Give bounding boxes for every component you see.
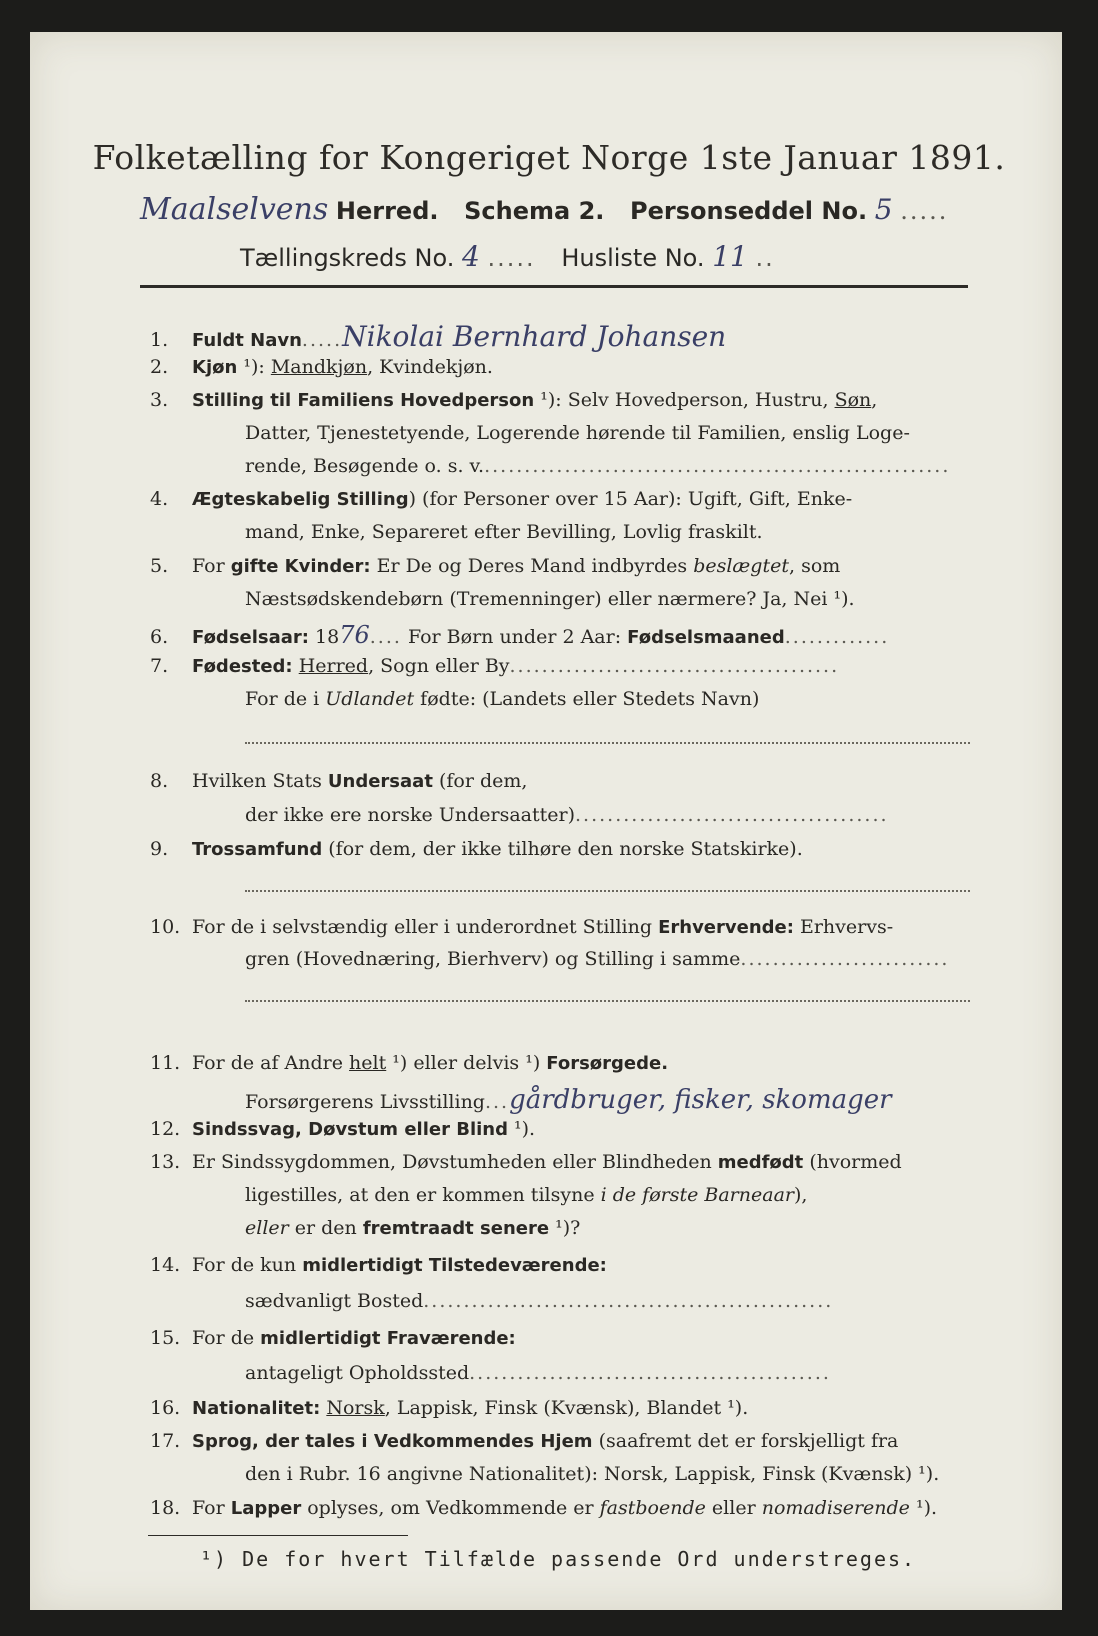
husliste-label: Husliste No.: [561, 244, 705, 272]
text: i de første Barneaar: [600, 1184, 794, 1206]
label: midlertidigt Fraværende:: [260, 1328, 516, 1349]
question-12: [150, 1118, 535, 1140]
question-13: [150, 1151, 902, 1173]
option-son: Søn: [834, 389, 872, 411]
text: Er De og Deres Mand indbyrdes: [370, 555, 694, 577]
label: Kjøn: [192, 357, 238, 378]
text: ¹).: [507, 1118, 536, 1140]
schema-label: Schema 2.: [464, 197, 605, 225]
label: Erhvervende:: [658, 917, 794, 938]
form-title: Folketælling for Kongeriget Norge 1ste Januar 1891.: [92, 138, 1006, 177]
label: Lapper: [230, 1498, 302, 1519]
question-11-line-2: Forsørgerens Livsstilling...gårdbruger, fisker, skomager: [245, 1085, 892, 1115]
text: , som: [788, 555, 841, 577]
question-17: [150, 1430, 898, 1452]
text: der ikke ere norske Undersaatter): [245, 804, 575, 826]
question-number: 9.: [150, 838, 169, 860]
text: 18: [309, 626, 340, 648]
question-8-line-2: der ikke ere norske Undersaatter).......................................: [245, 804, 889, 826]
text: nomadiserende: [761, 1497, 910, 1519]
label: Fødselsaar:: [192, 627, 309, 648]
text: oplyses, om Vedkommende er: [301, 1497, 600, 1519]
question-4-line-2: mand, Enke, Separeret efter Bevilling, Lovlig fraskilt.: [245, 521, 763, 543]
text: eller: [705, 1497, 762, 1519]
label: medfødt: [717, 1152, 804, 1173]
text: (for dem,: [432, 770, 528, 792]
question-14: [150, 1254, 607, 1276]
question-5-line-2: Næstsødskendebørn (Tremenninger) eller nærmere? Ja, Nei ¹).: [245, 588, 855, 610]
question-16: [150, 1397, 748, 1419]
question-number: 17.: [150, 1430, 181, 1452]
option-herred: Herred: [298, 655, 369, 677]
label: Undersaat: [327, 771, 433, 792]
answer-line: [245, 742, 970, 744]
text: For de kun: [192, 1254, 303, 1276]
label: midlertidigt Tilstedeværende:: [302, 1255, 607, 1276]
label: Fuldt Navn: [192, 330, 302, 351]
personseddel-label: Personseddel No.: [630, 197, 868, 225]
text: (for dem, der ikke tilhøre den norske Statskirke).: [322, 838, 803, 860]
question-number: 12.: [150, 1118, 181, 1140]
text: ¹).: [909, 1497, 938, 1519]
answer-line: [245, 1000, 970, 1002]
text: For: [192, 1497, 231, 1519]
question-7: 7. Fødested: Herred, Sogn eller By.........................................: [150, 655, 840, 677]
question-1: 1. Fuldt Navn.....Nikolai Bernhard Johansen: [150, 320, 727, 353]
question-4: [150, 488, 852, 510]
option-norsk: Norsk: [326, 1397, 385, 1419]
footnote: ¹) De for hvert Tilfælde passende Ord understreges.: [200, 1547, 917, 1571]
herred-line: Maalselvens Herred. Schema 2. Personseddel No. 5 .....: [140, 192, 949, 227]
question-3-line-3: rende, Besøgende o. s. v...........................................................: [245, 455, 951, 477]
label: Sindssvag, Døvstum eller Blind: [192, 1119, 508, 1140]
question-number: 13.: [150, 1151, 181, 1173]
answer-line: [245, 890, 970, 892]
option-rest: , Kvindekjøn.: [367, 356, 493, 378]
question-8: [150, 770, 527, 792]
text: ligestilles, at den er kommen tilsyne: [245, 1184, 601, 1206]
label: Stilling til Familiens Hovedperson: [192, 390, 535, 411]
text: gren (Hovednæring, Bierhverv) og Stilling i samme: [245, 948, 741, 970]
question-18: [150, 1497, 937, 1519]
personseddel-number: 5: [874, 193, 893, 226]
municipality-handwritten: Maalselvens: [140, 192, 329, 227]
label: Ægteskabelig Stilling: [192, 489, 409, 510]
question-3: 3. Stilling til Familiens Hovedperson ¹): Selv Hovedperson, Hustru, Søn,: [150, 389, 878, 411]
kreds-number: 4: [462, 240, 480, 273]
question-5: [150, 555, 840, 577]
husliste-number: 11: [712, 240, 748, 273]
label: Trossamfund: [192, 839, 323, 860]
text: For de af Andre: [192, 1052, 350, 1074]
option-mandkjon: Mandkjøn: [270, 356, 368, 378]
question-10: [150, 916, 893, 938]
label: Fødested:: [192, 656, 293, 677]
question-number: 7.: [150, 655, 169, 677]
question-13-line-3: [245, 1217, 580, 1239]
footnote-rule: [148, 1535, 408, 1536]
text: beslægtet: [693, 555, 789, 577]
question-number: 11.: [150, 1052, 181, 1074]
text: er den: [288, 1217, 363, 1239]
option-helt: helt: [349, 1052, 387, 1074]
label: Sprog, der tales i Vedkommendes Hjem: [192, 1431, 593, 1452]
text: antageligt Opholdssted: [245, 1362, 470, 1384]
label: Fødselsmaaned: [627, 627, 785, 648]
question-number: 8.: [150, 770, 169, 792]
question-2: 2. Kjøn ¹): Mandkjøn, Kvindekjøn.: [150, 356, 493, 378]
question-9: [150, 838, 803, 860]
question-14-line-2: sædvanligt Bosted...................................................: [245, 1290, 834, 1312]
text: ¹)?: [549, 1217, 581, 1239]
question-number: 5.: [150, 555, 169, 577]
question-3-line-2: Datter, Tjenestetyende, Logerende hørende til Familien, enslig Loge-: [245, 422, 910, 444]
header-rule: [140, 285, 968, 288]
text: fødte: (Landets eller Stedets Navn): [414, 688, 760, 710]
question-number: 14.: [150, 1254, 181, 1276]
text: For Børn under 2 Aar:: [401, 626, 628, 648]
label: Forsørgede.: [546, 1053, 669, 1074]
question-7-line-2: [245, 688, 759, 710]
text: sædvanligt Bosted: [245, 1290, 424, 1312]
question-number: 18.: [150, 1497, 181, 1519]
text: , Sogn eller By: [368, 655, 510, 677]
text: (saafremt det er forskjelligt fra: [592, 1430, 899, 1452]
label: Nationalitet:: [192, 1398, 321, 1419]
text: ¹) eller delvis ¹): [386, 1052, 547, 1074]
herred-label: Herred.: [335, 197, 439, 225]
question-13-line-2: [245, 1184, 807, 1206]
text: rende, Besøgende o. s. v.: [245, 455, 485, 477]
text: For de i: [245, 688, 326, 710]
kreds-label: Tællingskreds No.: [240, 244, 455, 272]
question-6: 6. Fødselsaar: 1876.... For Børn under 2 Aar: Fødselsmaaned.............: [150, 621, 890, 649]
text: Hvilken Stats: [192, 770, 328, 792]
full-name-handwritten: Nikolai Bernhard Johansen: [342, 320, 727, 353]
text: Udlandet: [325, 688, 415, 710]
question-15-line-2: antageligt Opholdssted.............................................: [245, 1362, 831, 1384]
question-10-line-2: gren (Hovednæring, Bierhverv) og Stilling i samme..........................: [245, 948, 950, 970]
text: ),: [794, 1184, 808, 1206]
text: Erhvervs-: [793, 916, 894, 938]
text: Forsørgerens Livsstilling: [245, 1091, 485, 1113]
label: gifte Kvinder:: [230, 556, 371, 577]
question-17-line-2: den i Rubr. 16 angivne Nationalitet): Norsk, Lappisk, Finsk (Kvænsk) ¹).: [245, 1463, 940, 1485]
question-number: 4.: [150, 488, 169, 510]
text: For de i selvstændig eller i underordnet Stilling: [192, 916, 659, 938]
text: , Lappisk, Finsk (Kvænsk), Blandet ¹).: [384, 1397, 749, 1419]
text: eller: [245, 1217, 289, 1239]
birth-year-handwritten: 76: [339, 621, 370, 649]
question-number: 10.: [150, 916, 181, 938]
text: (hvormed: [803, 1151, 902, 1173]
label: fremtraadt senere: [362, 1218, 550, 1239]
text: ): Selv Hovedperson, Hustru,: [547, 389, 835, 411]
text: ) (for Personer over 15 Aar): Ugift, Gift, Enke-: [408, 488, 853, 510]
question-number: 3.: [150, 389, 169, 411]
question-number: 2.: [150, 356, 169, 378]
question-15: [150, 1327, 516, 1349]
text: fastboende: [599, 1497, 706, 1519]
question-number: 1.: [150, 329, 169, 351]
question-number: 16.: [150, 1397, 181, 1419]
text: Er Sindssygdommen, Døvstumheden eller Blindheden: [192, 1151, 718, 1173]
text: For: [192, 555, 231, 577]
kreds-line: Tællingskreds No. 4 ..... Husliste No. 11 ..: [240, 240, 775, 273]
question-number: 6.: [150, 626, 169, 648]
provider-occupation-handwritten: gårdbruger, fisker, skomager: [509, 1085, 892, 1115]
question-11: [150, 1052, 668, 1074]
question-number: 15.: [150, 1327, 181, 1349]
text: For de: [192, 1327, 261, 1349]
